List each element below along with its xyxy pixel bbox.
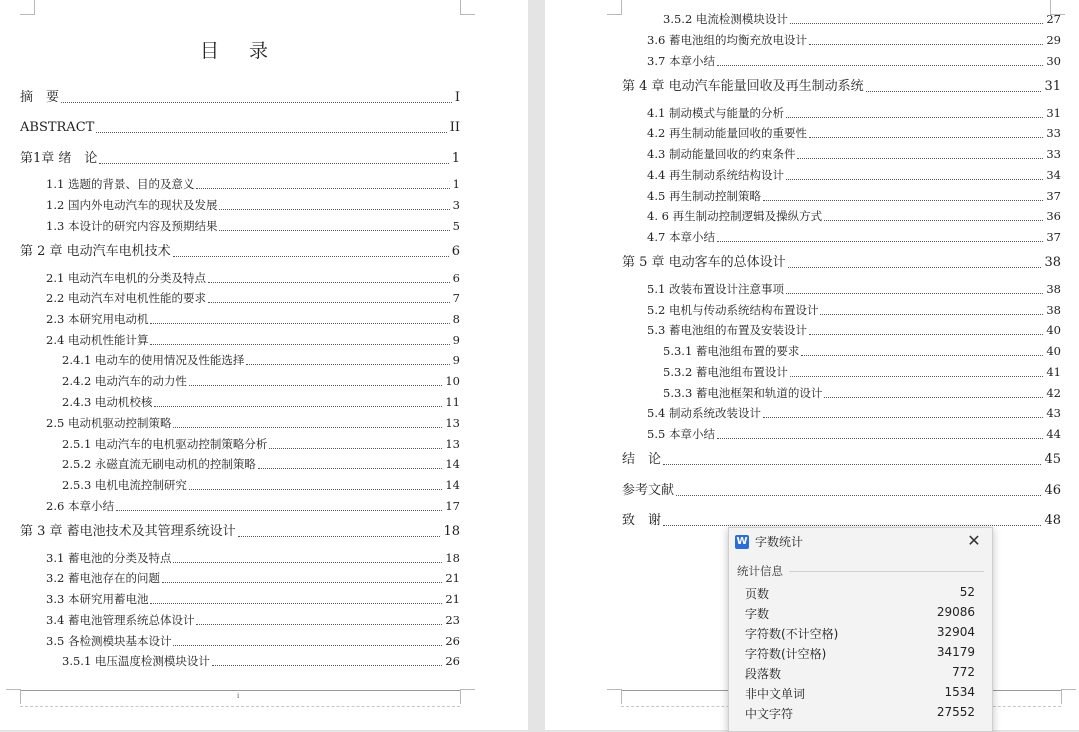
toc-section-entry[interactable]	[647, 322, 1061, 338]
toc-chapter-entry[interactable]	[622, 79, 1061, 95]
toc-section-entry[interactable]	[647, 53, 1061, 69]
dot-leader	[246, 363, 449, 365]
toc-entry-title: 5.1 改装布置设计注意事项	[647, 282, 784, 296]
toc-entry-title: 第1章 绪 论	[20, 151, 98, 166]
toc-entry-page: 27	[1046, 12, 1061, 26]
dot-leader	[212, 664, 442, 666]
toc-entry-title: 5.3.2 蓄电池组布置设计	[663, 365, 788, 379]
toc-entry-title: 2.3 本研究用电动机	[46, 312, 149, 326]
toc-section-entry[interactable]	[663, 343, 1061, 359]
toc-entry-title: 3.3 本研究用蓄电池	[46, 592, 149, 606]
toc-section-entry[interactable]	[647, 229, 1061, 245]
crop-mark	[6, 689, 21, 704]
toc-entry-title: 4. 6 再生制动控制逻辑及操纵方式	[647, 209, 823, 223]
crop-mark	[460, 689, 475, 704]
toc-section-entry[interactable]	[647, 188, 1061, 204]
toc-section-entry[interactable]	[62, 352, 460, 368]
stat-value: 32904	[936, 625, 975, 639]
toc-entry-page: 3	[452, 198, 460, 212]
toc-section-entry[interactable]	[46, 633, 460, 649]
document-page-left	[0, 0, 528, 730]
crop-mark	[20, 0, 35, 15]
dot-leader	[820, 313, 1043, 315]
dot-leader	[150, 343, 449, 345]
toc-entry-title: 5.5 本章小结	[647, 427, 715, 441]
dot-leader	[154, 405, 442, 407]
toc-entry-title: 第 4 章 电动汽车能量回收及再生制动系统	[622, 79, 864, 94]
toc-entry-page: 44	[1046, 427, 1061, 441]
crop-mark	[607, 689, 622, 704]
toc-chapter-entry[interactable]	[20, 151, 460, 167]
toc-section-entry[interactable]	[62, 373, 460, 389]
toc-section-entry[interactable]	[46, 550, 460, 566]
dot-leader	[258, 467, 442, 469]
stat-value: 29086	[936, 605, 975, 619]
dot-leader	[663, 463, 1041, 465]
toc-entry-title: 3.5.2 电流检测模块设计	[663, 12, 788, 26]
stat-row	[745, 705, 975, 722]
toc-entry-page: 33	[1046, 147, 1061, 161]
toc-entry-title: ABSTRACT	[20, 120, 95, 135]
toc-chapter-entry[interactable]	[20, 90, 460, 106]
toc-entry-page: 18	[443, 524, 460, 539]
toc-entry-title: 2.2 电动汽车对电机性能的要求	[46, 291, 206, 305]
toc-entry-page: 31	[1044, 79, 1061, 94]
toc-entry-title: 4.4 再生制动系统结构设计	[647, 168, 784, 182]
toc-entry-title: 5.3 蓄电池组的布置及安装设计	[647, 323, 807, 337]
dot-leader	[196, 187, 449, 189]
toc-section-entry[interactable]	[647, 105, 1061, 121]
dot-leader	[150, 322, 449, 324]
toc-entry-title: 4.5 再生制动控制策略	[647, 189, 761, 203]
toc-section-entry[interactable]	[647, 167, 1061, 183]
toc-entry-title: 参考文献	[622, 483, 675, 498]
dot-leader	[801, 354, 1043, 356]
toc-entry-title: 2.4.3 电动机校核	[62, 395, 153, 409]
dot-leader	[173, 426, 442, 428]
toc-entry-title: 摘 要	[20, 90, 60, 105]
toc-entry-page: II	[449, 120, 460, 135]
toc-section-entry[interactable]	[647, 208, 1061, 224]
toc-entry-page: 34	[1046, 168, 1061, 182]
dot-leader	[790, 375, 1043, 377]
toc-entry-page: 26	[445, 634, 460, 648]
toc-entry-page: 45	[1044, 452, 1061, 467]
toc-entry-page: 6	[451, 244, 460, 259]
stats-section-label: 统计信息	[737, 564, 783, 578]
word-app-icon: W	[736, 535, 748, 547]
stat-row	[745, 585, 975, 602]
toc-entry-page: 40	[1046, 344, 1061, 358]
toc-entry-title: 第 2 章 电动汽车电机技术	[20, 244, 171, 259]
dot-leader	[238, 535, 441, 537]
toc-entry-page: 29	[1046, 33, 1061, 47]
toc-chapter-entry[interactable]	[622, 255, 1061, 271]
toc-entry-page: 8	[452, 312, 460, 326]
toc-entry-title: 5.4 制动系统改装设计	[647, 406, 761, 420]
toc-entry-page: 36	[1046, 209, 1061, 223]
toc-entry-page: 33	[1046, 126, 1061, 140]
toc-entry-title: 2.5.1 电动汽车的电机驱动控制策略分析	[62, 437, 268, 451]
toc-entry-page: 21	[445, 571, 460, 585]
stat-value: 52	[959, 585, 975, 599]
toc-entry-page: 23	[445, 613, 460, 627]
toc-section-entry[interactable]	[62, 477, 460, 493]
dot-leader	[208, 281, 450, 283]
toc-section-entry[interactable]	[663, 11, 1061, 27]
toc-entry-title: 4.3 制动能量回收的约束条件	[647, 147, 796, 161]
toc-entry-page: 9	[452, 353, 460, 367]
toc-entry-page: 43	[1046, 406, 1061, 420]
dot-leader	[866, 90, 1042, 92]
stat-value: 1534	[944, 685, 975, 699]
dot-leader	[150, 602, 442, 604]
dot-leader	[809, 136, 1043, 138]
dot-leader	[763, 199, 1043, 201]
toc-entry-page: 41	[1046, 365, 1061, 379]
toc-section-entry[interactable]	[46, 332, 460, 348]
stat-label: 段落数	[745, 667, 782, 681]
toc-entry-title: 3.5.1 电压温度检测模块设计	[62, 654, 210, 668]
crop-mark	[1061, 689, 1076, 704]
toc-entry-title: 3.5 各检测模块基本设计	[46, 634, 172, 648]
dot-leader	[717, 437, 1043, 439]
toc-entry-page: 38	[1046, 282, 1061, 296]
dot-leader	[196, 623, 442, 625]
dot-leader	[786, 116, 1043, 118]
close-icon[interactable]: ✕	[967, 531, 981, 550]
dot-leader	[824, 219, 1043, 221]
toc-entry-page: 31	[1046, 106, 1061, 120]
toc-entry-page: 21	[445, 592, 460, 606]
stat-value: 772	[952, 665, 975, 679]
dot-leader	[96, 131, 446, 133]
toc-section-entry[interactable]	[647, 302, 1061, 318]
dot-leader	[809, 333, 1043, 335]
toc-entry-page: 37	[1046, 230, 1061, 244]
toc-entry-title: 2.5.2 永磁直流无刷电动机的控制策略	[62, 457, 256, 471]
dot-leader	[809, 43, 1043, 45]
toc-entry-title: 2.4.1 电动车的使用情况及性能选择	[62, 353, 245, 367]
stat-row	[745, 685, 975, 702]
toc-section-entry[interactable]	[46, 311, 460, 327]
toc-section-entry[interactable]	[647, 281, 1061, 297]
section-divider	[789, 571, 984, 572]
toc-entry-page: 17	[445, 499, 460, 513]
toc-entry-page: 5	[452, 219, 460, 233]
crop-mark	[607, 0, 622, 15]
dot-leader	[786, 178, 1043, 180]
dot-leader	[189, 384, 442, 386]
stat-label: 字符数(不计空格)	[745, 627, 839, 641]
dot-leader	[116, 509, 442, 511]
stat-label: 中文字符	[745, 707, 794, 721]
toc-entry-page: 13	[445, 437, 460, 451]
toc-section-entry[interactable]	[46, 197, 460, 213]
toc-entry-title: 2.1 电动汽车电机的分类及特点	[46, 271, 206, 285]
toc-entry-title: 3.7 本章小结	[647, 54, 715, 68]
dot-leader	[824, 396, 1043, 398]
toc-section-entry[interactable]	[46, 570, 460, 586]
toc-entry-title: 第 3 章 蓄电池技术及其管理系统设计	[20, 524, 236, 539]
toc-entry-page: 10	[445, 374, 460, 388]
toc-section-entry[interactable]	[46, 218, 460, 234]
toc-section-entry[interactable]	[46, 270, 460, 286]
toc-section-entry[interactable]	[46, 612, 460, 628]
toc-entry-title: 2.6 本章小结	[46, 499, 114, 513]
toc-section-entry[interactable]	[647, 125, 1061, 141]
stat-row	[745, 665, 975, 682]
toc-entry-page: 26	[445, 654, 460, 668]
stat-row	[745, 625, 975, 642]
toc-section-entry[interactable]	[663, 364, 1061, 380]
stat-label: 页数	[745, 587, 770, 601]
toc-entry-page: I	[454, 90, 460, 105]
toc-section-entry[interactable]	[62, 653, 460, 669]
dot-leader	[269, 447, 442, 449]
toc-section-entry[interactable]	[46, 290, 460, 306]
dot-leader	[189, 488, 442, 490]
toc-entry-page: 30	[1046, 54, 1061, 68]
dot-leader	[162, 581, 442, 583]
toc-section-entry[interactable]	[647, 32, 1061, 48]
toc-entry-page: 9	[452, 333, 460, 347]
toc-entry-title: 第 5 章 电动客车的总体设计	[622, 255, 786, 270]
toc-entry-page: 37	[1046, 189, 1061, 203]
toc-section-entry[interactable]	[46, 498, 460, 514]
stat-label: 字符数(计空格)	[745, 647, 827, 661]
dot-leader	[61, 101, 452, 103]
toc-entry-page: 14	[445, 478, 460, 492]
toc-entry-title: 3.4 蓄电池管理系统总体设计	[46, 613, 195, 627]
toc-entry-title: 2.5 电动机驱动控制策略	[46, 416, 172, 430]
toc-entry-title: 3.6 蓄电池组的均衡充放电设计	[647, 33, 807, 47]
toc-section-entry[interactable]	[647, 426, 1061, 442]
dot-leader	[173, 561, 442, 563]
toc-entry-title: 结 论	[622, 452, 662, 467]
crop-mark	[460, 0, 475, 15]
toc-entry-page: 1	[451, 151, 460, 166]
footer-rule-dashed	[20, 706, 460, 707]
dialog-titlebar[interactable]	[729, 528, 992, 555]
dot-leader	[219, 229, 449, 231]
toc-section-entry[interactable]	[647, 405, 1061, 421]
toc-chapter-entry[interactable]	[20, 244, 460, 260]
toc-entry-title: 4.1 制动模式与能量的分析	[647, 106, 784, 120]
toc-entry-title: 4.7 本章小结	[647, 230, 715, 244]
stat-label: 字数	[745, 607, 770, 621]
toc-entry-page: 46	[1044, 483, 1061, 498]
dot-leader	[208, 301, 450, 303]
footer-rule	[20, 690, 460, 691]
dot-leader	[219, 208, 449, 210]
toc-entry-page: 42	[1046, 386, 1061, 400]
dot-leader	[663, 524, 1041, 526]
toc-entry-title: 1.1 选题的背景、目的及意义	[46, 177, 195, 191]
toc-entry-title: 2.5.3 电机电流控制研究	[62, 478, 187, 492]
toc-entry-title: 3.2 蓄电池存在的问题	[46, 571, 160, 585]
toc-entry-title: 1.2 国内外电动汽车的现状及发展	[46, 198, 218, 212]
toc-entry-page: 6	[452, 271, 460, 285]
dot-leader	[763, 416, 1043, 418]
dot-leader	[99, 162, 448, 164]
toc-chapter-entry[interactable]	[622, 452, 1061, 468]
toc-entry-title: 4.2 再生制动能量回收的重要性	[647, 126, 807, 140]
toc-entry-page: 11	[445, 395, 460, 409]
toc-entry-page: 40	[1046, 323, 1061, 337]
dot-leader	[173, 644, 442, 646]
toc-entry-page: 13	[445, 416, 460, 430]
dot-leader	[788, 266, 1042, 268]
dot-leader	[717, 240, 1043, 242]
toc-heading: 目 录	[199, 40, 281, 62]
dot-leader	[790, 22, 1043, 24]
toc-entry-page: 14	[445, 457, 460, 471]
toc-section-entry[interactable]	[62, 456, 460, 472]
toc-section-entry[interactable]	[62, 394, 460, 410]
stat-row	[745, 645, 975, 662]
dot-leader	[173, 255, 449, 257]
dot-leader	[797, 157, 1043, 159]
stat-value: 34179	[936, 645, 975, 659]
stat-row	[745, 605, 975, 622]
toc-section-entry[interactable]	[46, 591, 460, 607]
stats-section-header	[737, 563, 992, 579]
word-count-dialog[interactable]	[728, 527, 993, 732]
toc-entry-page: 18	[445, 551, 460, 565]
toc-entry-title: 1.3 本设计的研究内容及预期结果	[46, 219, 218, 233]
toc-chapter-entry[interactable]	[20, 120, 460, 136]
stat-value: 27552	[936, 705, 975, 719]
toc-section-entry[interactable]	[46, 415, 460, 431]
toc-entry-page: 38	[1046, 303, 1061, 317]
toc-chapter-entry[interactable]	[622, 483, 1061, 499]
dot-leader	[676, 494, 1041, 496]
toc-entry-title: 5.3.3 蓄电池框架和轨道的设计	[663, 386, 823, 400]
dot-leader	[717, 64, 1043, 66]
stat-label: 非中文单词	[745, 687, 806, 701]
toc-section-entry[interactable]	[46, 176, 460, 192]
toc-section-entry[interactable]	[62, 436, 460, 452]
toc-entry-title: 5.2 电机与传动系统结构布置设计	[647, 303, 819, 317]
toc-section-entry[interactable]	[647, 146, 1061, 162]
toc-entry-title: 3.1 蓄电池的分类及特点	[46, 551, 172, 565]
toc-entry-title: 致 谢	[622, 513, 662, 528]
toc-entry-title: 5.3.1 蓄电池组布置的要求	[663, 344, 800, 358]
toc-chapter-entry[interactable]	[20, 524, 460, 540]
dot-leader	[786, 292, 1043, 294]
toc-entry-page: 1	[452, 177, 460, 191]
toc-entry-page: 38	[1044, 255, 1061, 270]
footer-page-marker: i	[237, 692, 240, 700]
toc-entry-title: 2.4.2 电动汽车的动力性	[62, 374, 187, 388]
toc-entry-page: 7	[452, 291, 460, 305]
dialog-title: 字数统计	[755, 535, 804, 549]
toc-section-entry[interactable]	[663, 385, 1061, 401]
toc-entry-title: 2.4 电动机性能计算	[46, 333, 149, 347]
toc-entry-page: 48	[1044, 513, 1061, 528]
